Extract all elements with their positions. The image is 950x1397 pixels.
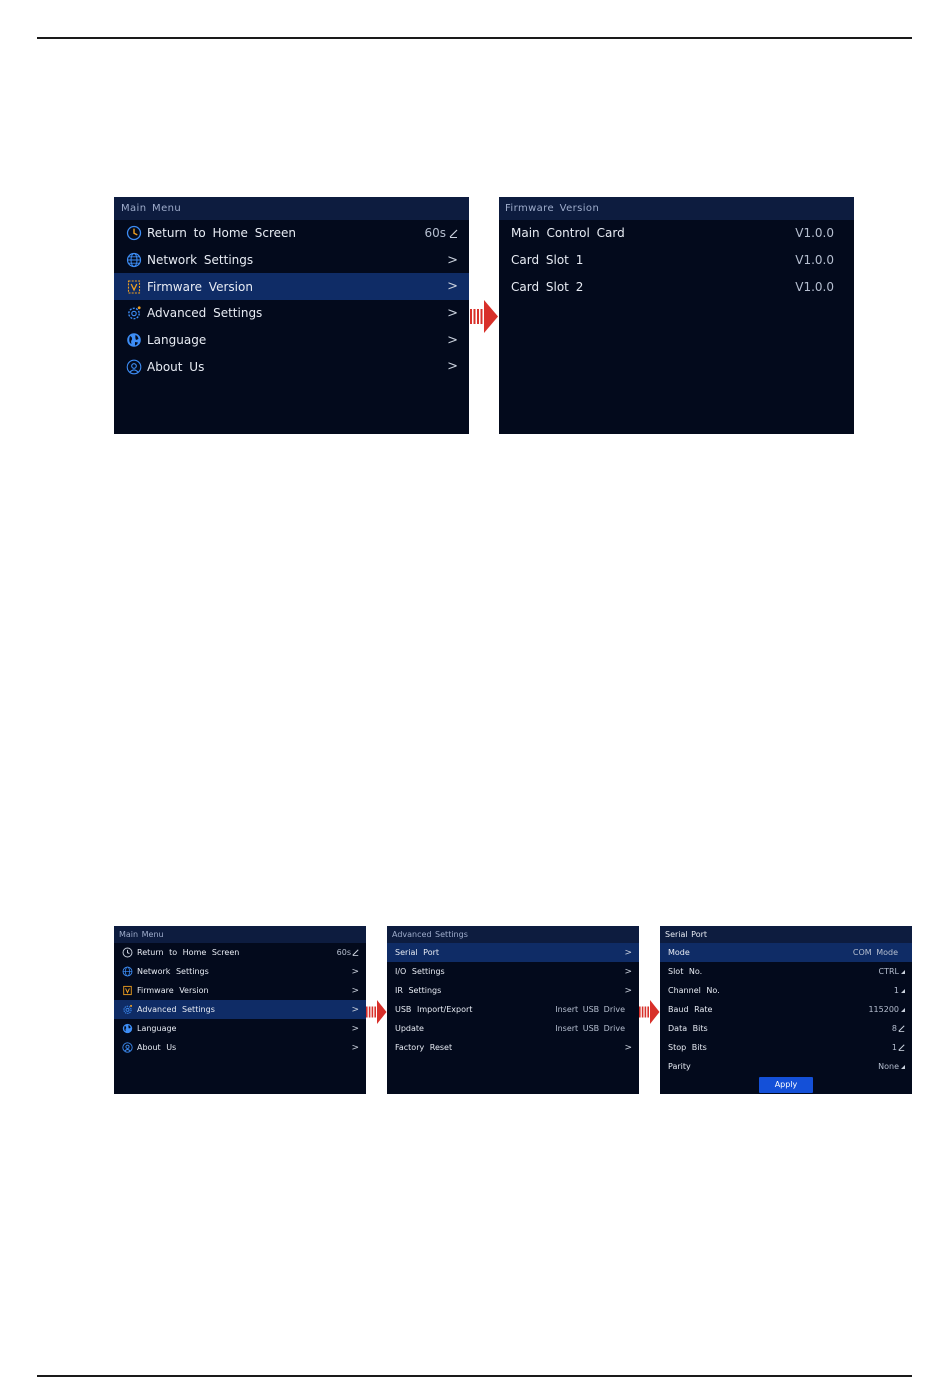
dropdown-caret-icon xyxy=(901,970,905,974)
menu-item-label: I/O Settings xyxy=(395,967,445,976)
chevron-right-icon: > xyxy=(447,252,458,268)
chevron-right-icon: > xyxy=(351,1042,359,1053)
dropdown-caret-icon xyxy=(901,1008,905,1012)
menu-item-label: IR Settings xyxy=(395,986,442,995)
setting-value: 1 xyxy=(891,1043,897,1052)
menu-item-ir-settings[interactable] xyxy=(387,981,639,1000)
menu-item-network-settings[interactable] xyxy=(114,962,366,981)
dropdown-caret-icon xyxy=(901,1065,905,1069)
firmware-row-value: V1.0.0 xyxy=(795,279,834,294)
menu-item-io-settings[interactable] xyxy=(387,962,639,981)
globe-icon xyxy=(122,966,133,977)
chevron-right-icon: > xyxy=(624,1042,632,1053)
timeout-value: 60s xyxy=(336,948,351,957)
serial-port-screen xyxy=(660,926,912,1094)
usb-status-value: Insert USB Drive xyxy=(555,1024,625,1033)
menu-item-usb-import-export[interactable] xyxy=(387,1000,639,1019)
language-globe-icon xyxy=(125,331,143,349)
menu-item-update[interactable] xyxy=(387,1019,639,1038)
setting-label: Parity xyxy=(668,1062,691,1071)
person-icon xyxy=(125,358,143,376)
clock-icon xyxy=(125,224,143,242)
dropdown-caret-icon xyxy=(901,989,905,993)
setting-slot-no[interactable] xyxy=(660,962,912,981)
menu-item-label: Advanced Settings xyxy=(137,1005,215,1014)
gear-icon xyxy=(122,1004,133,1015)
setting-label: Channel No. xyxy=(668,986,720,995)
menu-item-language[interactable] xyxy=(114,1019,366,1038)
firmware-icon xyxy=(125,278,143,296)
firmware-row-value: V1.0.0 xyxy=(795,253,834,268)
screen-title: Main Menu xyxy=(114,926,366,943)
person-icon xyxy=(122,1042,133,1053)
setting-label: Slot No. xyxy=(668,967,703,976)
usb-status-value: Insert USB Drive xyxy=(555,1005,625,1014)
main-menu-screen-small xyxy=(114,926,366,1094)
arrow-right-icon xyxy=(639,998,660,1026)
menu-item-firmware-version[interactable] xyxy=(114,981,366,1000)
clock-icon xyxy=(122,947,133,958)
setting-value: CTRL xyxy=(878,967,899,976)
menu-item-advanced-settings[interactable] xyxy=(114,1000,366,1019)
menu-item-language[interactable] xyxy=(114,327,469,354)
setting-mode[interactable] xyxy=(660,943,912,962)
menu-item-factory-reset[interactable] xyxy=(387,1038,639,1057)
firmware-row-label: Main Control Card xyxy=(511,226,625,241)
chevron-right-icon: > xyxy=(447,305,458,321)
menu-item-label: Network Settings xyxy=(137,967,209,976)
menu-item-return-home[interactable] xyxy=(114,220,469,247)
screen-title: Main Menu xyxy=(114,197,469,220)
setting-baud-rate[interactable] xyxy=(660,1000,912,1019)
menu-item-return-home[interactable] xyxy=(114,943,366,962)
setting-value: 115200 xyxy=(868,1005,899,1014)
bottom-rule xyxy=(37,1375,912,1377)
menu-item-label: USB Import/Export xyxy=(395,1005,473,1014)
screen-title: Advanced Settings xyxy=(387,926,639,943)
menu-item-label: About Us xyxy=(137,1043,177,1052)
firmware-row-label: Card Slot 1 xyxy=(511,253,584,268)
menu-item-firmware-version[interactable] xyxy=(114,273,469,300)
menu-item-label: Return to Home Screen xyxy=(147,226,297,241)
chevron-right-icon: > xyxy=(447,279,458,295)
chevron-right-icon: > xyxy=(351,1023,359,1034)
chevron-right-icon: > xyxy=(351,1004,359,1015)
globe-icon xyxy=(125,251,143,269)
setting-parity[interactable] xyxy=(660,1057,912,1076)
menu-item-label: Language xyxy=(147,333,207,348)
edit-icon xyxy=(898,1044,905,1051)
chevron-right-icon: > xyxy=(447,332,458,348)
setting-label: Data Bits xyxy=(668,1024,708,1033)
top-rule xyxy=(37,37,912,39)
screen-title: Firmware Version xyxy=(499,197,854,220)
language-globe-icon xyxy=(122,1023,133,1034)
menu-item-serial-port[interactable] xyxy=(387,943,639,962)
arrow-right-icon xyxy=(366,998,387,1026)
menu-item-label: Factory Reset xyxy=(395,1043,453,1052)
menu-item-label: Serial Port xyxy=(395,948,440,957)
timeout-value: 60s xyxy=(424,226,446,241)
setting-value: 8 xyxy=(891,1024,897,1033)
chevron-right-icon: > xyxy=(624,985,632,996)
menu-item-label: Network Settings xyxy=(147,253,254,268)
menu-item-network-settings[interactable] xyxy=(114,247,469,274)
setting-label: Baud Rate xyxy=(668,1005,713,1014)
menu-item-advanced-settings[interactable] xyxy=(114,300,469,327)
setting-data-bits[interactable] xyxy=(660,1019,912,1038)
edit-icon xyxy=(448,228,458,238)
arrow-right-icon xyxy=(470,298,499,335)
menu-item-label: Advanced Settings xyxy=(147,306,263,321)
firmware-row-value: V1.0.0 xyxy=(795,226,834,241)
edit-icon xyxy=(352,949,359,956)
firmware-version-screen xyxy=(499,197,854,434)
chevron-right-icon: > xyxy=(351,966,359,977)
firmware-row-card-slot-2 xyxy=(499,273,854,300)
menu-item-about-us[interactable] xyxy=(114,353,469,380)
menu-item-label: Language xyxy=(137,1024,177,1033)
firmware-row-main-control-card xyxy=(499,220,854,247)
setting-value: COM Mode xyxy=(852,948,898,957)
menu-item-label: Firmware Version xyxy=(137,986,209,995)
screen-title: Serial Port xyxy=(660,926,912,943)
apply-button[interactable]: Apply xyxy=(759,1077,813,1093)
menu-item-label: Return to Home Screen xyxy=(137,948,240,957)
setting-channel-no[interactable] xyxy=(660,981,912,1000)
gear-icon xyxy=(125,304,143,322)
setting-stop-bits[interactable] xyxy=(660,1038,912,1057)
firmware-row-card-slot-1 xyxy=(499,247,854,274)
chevron-right-icon: > xyxy=(447,359,458,375)
setting-value: 1 xyxy=(893,986,899,995)
firmware-row-label: Card Slot 2 xyxy=(511,279,584,294)
menu-item-label: Update xyxy=(395,1024,424,1033)
setting-label: Mode xyxy=(668,948,690,957)
firmware-icon xyxy=(122,985,133,996)
menu-item-about-us[interactable] xyxy=(114,1038,366,1057)
chevron-right-icon: > xyxy=(624,947,632,958)
setting-label: Stop Bits xyxy=(668,1043,707,1052)
menu-item-label: About Us xyxy=(147,359,205,374)
chevron-right-icon: > xyxy=(351,985,359,996)
main-menu-screen xyxy=(114,197,469,434)
edit-icon xyxy=(898,1025,905,1032)
advanced-settings-screen xyxy=(387,926,639,1094)
chevron-right-icon: > xyxy=(624,966,632,977)
setting-value: None xyxy=(878,1062,899,1071)
menu-item-label: Firmware Version xyxy=(147,279,253,294)
